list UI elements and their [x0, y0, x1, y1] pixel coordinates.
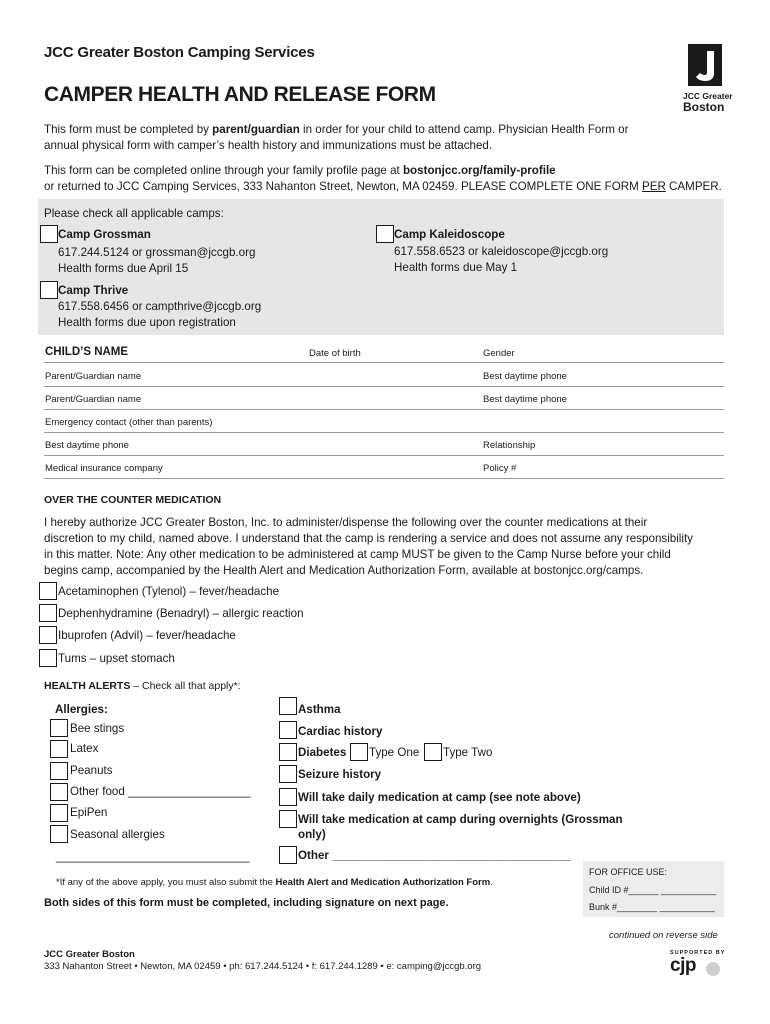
- otc-line: I hereby authorize JCC Greater Boston, Inc. to administer/dispense the following over the counter medications at their: [44, 516, 648, 529]
- daily-med-label: Will take daily medication at camp (see note above): [298, 791, 581, 804]
- logo-text-line1: JCC Greater: [683, 91, 733, 101]
- office-use-box: [583, 861, 724, 917]
- family-profile-link: bostonjcc.org/family-profile: [402, 164, 556, 177]
- camp-thrive-contact: 617.558.6456 or campthrive@jccgb.org: [58, 300, 262, 313]
- insurance-label: Medical insurance company: [45, 463, 163, 474]
- field-divider: [44, 432, 724, 433]
- seasonal-allergies-checkbox[interactable]: [50, 825, 68, 843]
- med-tums-checkbox[interactable]: [39, 649, 57, 667]
- overnight-med-line1: Will take medication at camp during overnights (Grossman: [298, 813, 623, 826]
- med-ibuprofen-checkbox[interactable]: [39, 626, 57, 644]
- note-text: *If any of the above apply, you must also submit the: [56, 877, 276, 888]
- cardiac-label: Cardiac history: [298, 725, 383, 738]
- otc-heading: OVER THE COUNTER MEDICATION: [44, 494, 222, 506]
- intro-text: This form can be completed online through your family profile page at: [44, 164, 403, 177]
- camp-thrive-details: [58, 299, 261, 330]
- camps-heading: Please check all applicable camps:: [44, 207, 224, 220]
- field-divider: [44, 386, 724, 387]
- asthma-checkbox[interactable]: [279, 697, 297, 715]
- allergy-other-line[interactable]: ______________________________: [56, 850, 250, 863]
- camp-grossman-details: [58, 245, 255, 276]
- type-two-checkbox[interactable]: [424, 743, 442, 761]
- med-tums-label: Tums – upset stomach: [58, 652, 175, 665]
- field-divider: [44, 455, 724, 456]
- other-condition-checkbox[interactable]: [279, 846, 297, 864]
- health-alerts-instruction: – Check all that apply*:: [130, 680, 241, 692]
- intro-underlined: PER: [641, 179, 666, 193]
- both-sides-notice: Both sides of this form must be completed, including signature on next page.: [44, 897, 449, 909]
- camp-kaleidoscope-details: [394, 244, 608, 275]
- intro-text: annual physical form with camper’s health history and immunizations must be attached.: [44, 138, 493, 152]
- intro-emphasis: parent/guardian: [212, 123, 300, 136]
- jcc-logo: [684, 44, 726, 86]
- camp-grossman-due: Health forms due April 15: [58, 261, 189, 275]
- diabetes-label: Diabetes: [298, 746, 347, 759]
- field-divider: [44, 478, 724, 479]
- bee-stings-checkbox[interactable]: [50, 719, 68, 737]
- child-id-field[interactable]: Child ID #______ ___________: [589, 885, 717, 895]
- intro-paragraph-2: [44, 163, 734, 194]
- intro-text: in order for your child to attend camp. Physician Health Form or: [299, 123, 629, 136]
- field-divider: [44, 409, 724, 410]
- form-title: CAMPER HEALTH AND RELEASE FORM: [44, 83, 436, 106]
- field-divider: [44, 362, 724, 363]
- dob-label: Date of birth: [309, 348, 361, 359]
- latex-label: Latex: [70, 742, 99, 755]
- type-one-label: Type One: [369, 746, 420, 759]
- camp-kaleidoscope-name: Camp Kaleidoscope: [394, 228, 505, 241]
- daily-med-checkbox[interactable]: [279, 788, 297, 806]
- health-alerts-heading: [44, 680, 241, 692]
- seizure-label: Seizure history: [298, 768, 382, 781]
- overnight-med-label: [298, 812, 623, 842]
- camp-thrive-due: Health forms due upon registration: [58, 315, 236, 329]
- epipen-label: EpiPen: [70, 806, 108, 819]
- org-heading: JCC Greater Boston Camping Services: [44, 44, 315, 61]
- jcc-logo-icon: [688, 44, 722, 86]
- seizure-checkbox[interactable]: [279, 765, 297, 783]
- diabetes-checkbox[interactable]: [279, 743, 297, 761]
- health-alerts-title: HEALTH ALERTS: [44, 680, 131, 692]
- camp-grossman-contact: 617.244.5124 or grossman@jccgb.org: [58, 246, 256, 259]
- continued-note: continued on reverse side: [609, 930, 718, 941]
- camp-grossman-name: Camp Grossman: [58, 228, 151, 241]
- otc-line: begins camp, accompanied by the Health Alert and Medication Authorization Form, available at bostonjcc.org/camps.: [44, 564, 644, 577]
- other-food-checkbox[interactable]: [50, 783, 68, 801]
- office-use-title: FOR OFFICE USE:: [589, 867, 668, 877]
- otc-authorization-text: [44, 515, 734, 579]
- bunk-field[interactable]: Bunk #________ ___________: [589, 902, 715, 912]
- cjp-logo: cjp: [670, 955, 696, 976]
- otc-line: discretion to my child, named above. I understand that the camp is rendering a service and does not assume any responsibility: [44, 532, 693, 545]
- med-acetaminophen-checkbox[interactable]: [39, 582, 57, 600]
- camp-grossman-checkbox[interactable]: [40, 225, 58, 243]
- emergency-label: Emergency contact (other than parents): [45, 417, 213, 428]
- policy-label: Policy #: [483, 463, 517, 474]
- overnight-med-checkbox[interactable]: [279, 810, 297, 828]
- gender-label: Gender: [483, 348, 515, 359]
- latex-checkbox[interactable]: [50, 740, 68, 758]
- intro-text: or returned to JCC Camping Services, 333 Nahanton Street, Newton, MA 02459. PLEASE COMPLETE ONE FORM: [44, 179, 642, 193]
- logo-text-line2: Boston: [683, 100, 725, 114]
- other-condition-label[interactable]: Other _____________________________________: [298, 849, 571, 862]
- footer-address: 333 Nahanton Street • Newton, MA 02459 • ph: 617.244.5124 • f: 617.244.1289 • e: camping@jccgb.org: [44, 961, 482, 972]
- note-form-name: Health Alert and Medication Authorization Form: [275, 877, 491, 888]
- med-diphenhydramine-checkbox[interactable]: [39, 604, 57, 622]
- child-name-label: CHILD’S NAME: [45, 346, 129, 358]
- supported-by-label: SUPPORTED BY: [670, 950, 726, 956]
- note-text: .: [490, 877, 493, 888]
- phone1-label: Best daytime phone: [483, 371, 567, 382]
- health-alert-note: [56, 877, 493, 888]
- footer-org: JCC Greater Boston: [44, 949, 135, 960]
- seasonal-allergies-label: Seasonal allergies: [70, 828, 165, 841]
- allergies-label: Allergies:: [55, 703, 108, 716]
- camp-kaleidoscope-contact: 617.558.6523 or kaleidoscope@jccgb.org: [394, 245, 609, 258]
- epipen-checkbox[interactable]: [50, 804, 68, 822]
- peanuts-checkbox[interactable]: [50, 762, 68, 780]
- type-one-checkbox[interactable]: [350, 743, 368, 761]
- phone2-label: Best daytime phone: [483, 394, 567, 405]
- camp-kaleidoscope-checkbox[interactable]: [376, 225, 394, 243]
- camp-thrive-checkbox[interactable]: [40, 281, 58, 299]
- relationship-label: Relationship: [483, 440, 536, 451]
- type-two-label: Type Two: [443, 746, 493, 759]
- camp-kaleidoscope-due: Health forms due May 1: [394, 260, 518, 274]
- camp-thrive-name: Camp Thrive: [58, 284, 129, 297]
- intro-text: CAMPER.: [665, 179, 722, 193]
- cjp-badge-icon: [706, 962, 720, 976]
- parent1-label: Parent/Guardian name: [45, 371, 142, 382]
- med-acetaminophen-label: Acetaminophen (Tylenol) – fever/headache: [58, 585, 280, 598]
- overnight-med-line2: only): [298, 828, 326, 841]
- bee-stings-label: Bee stings: [70, 722, 125, 735]
- parent2-label: Parent/Guardian name: [45, 394, 142, 405]
- med-ibuprofen-label: Ibuprofen (Advil) – fever/headache: [58, 629, 236, 642]
- peanuts-label: Peanuts: [70, 764, 113, 777]
- cardiac-checkbox[interactable]: [279, 721, 297, 739]
- intro-text: This form must be completed by: [44, 123, 213, 136]
- phone3-label: Best daytime phone: [45, 440, 129, 451]
- asthma-label: Asthma: [298, 703, 341, 716]
- other-food-label: Other food ___________________: [70, 785, 251, 798]
- intro-paragraph-1: [44, 122, 734, 153]
- med-diphenhydramine-label: Dephenhydramine (Benadryl) – allergic reaction: [58, 607, 304, 620]
- otc-line: in this matter. Note: Any other medication to be administered at camp MUST be given to the Camp Nurse before your child: [44, 548, 671, 561]
- camps-section: [38, 199, 724, 335]
